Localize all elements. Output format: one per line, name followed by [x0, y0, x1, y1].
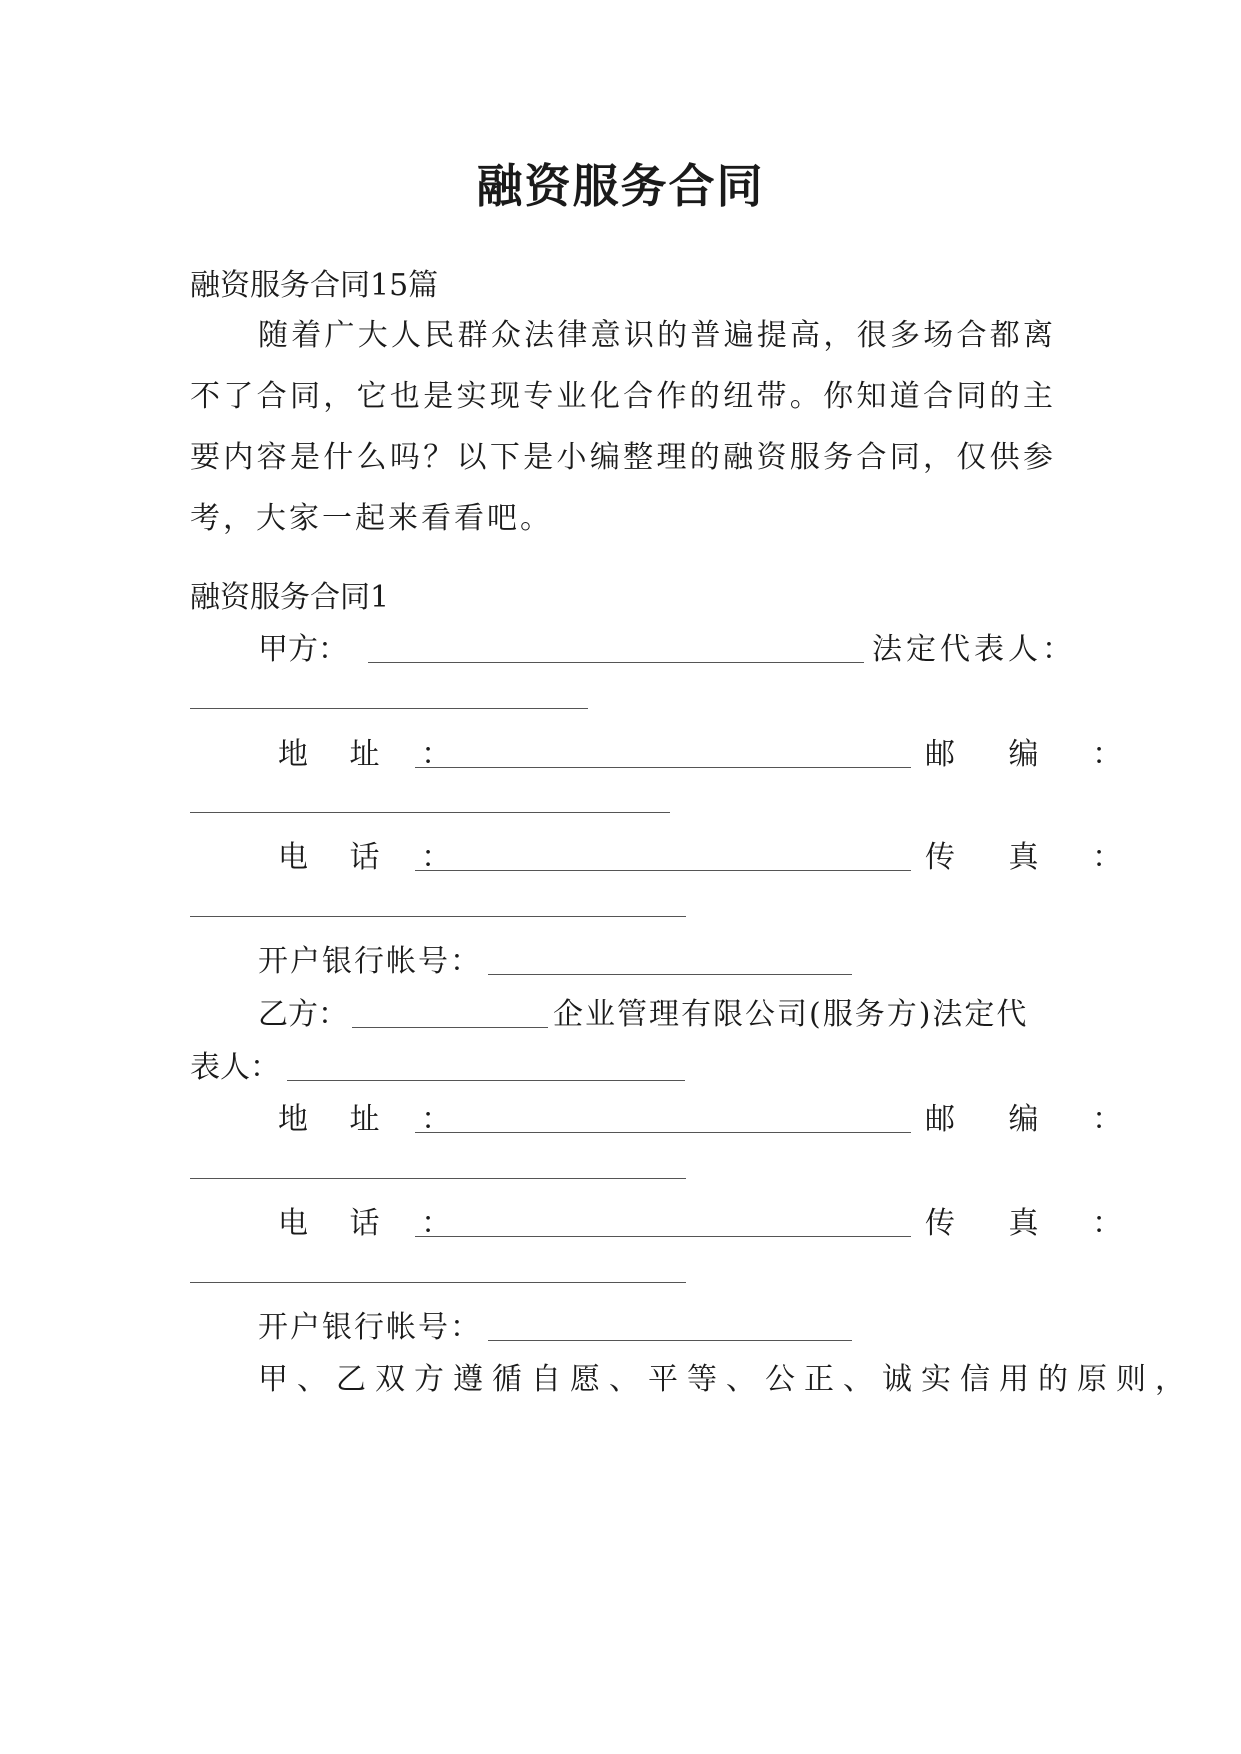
party-a-bank-field[interactable] — [488, 946, 852, 975]
party-a-address-row — [190, 735, 1145, 775]
party-a-rep-field[interactable] — [190, 708, 588, 709]
party-b-name-field[interactable] — [352, 999, 548, 1028]
party-b-phone-label: 电 话 ： — [278, 1206, 468, 1241]
party-b-fax-field[interactable] — [190, 1282, 686, 1283]
party-b-bank-label: 开户银行帐号： — [258, 1310, 482, 1345]
party-b-rep-label: 表人： — [190, 1050, 280, 1085]
party-b-phone-row — [190, 1204, 1145, 1244]
party-a-postcode-label: 邮 编 ： — [925, 737, 1145, 772]
party-b-address-row — [190, 1100, 1145, 1140]
party-b-company-text: 企业管理有限公司(服务方)法定代 — [553, 997, 1029, 1032]
party-b-phone-field[interactable] — [415, 1208, 911, 1237]
closing-line — [190, 1360, 1194, 1400]
party-a-bank-row — [190, 942, 1056, 982]
document-heading: 融资服务合同15篇 — [190, 268, 439, 303]
party-b-bank-row — [190, 1308, 1056, 1348]
party-b-fax-label: 传 真 ： — [925, 1206, 1145, 1241]
party-a-name-field[interactable] — [368, 634, 864, 663]
party-a-postcode-field[interactable] — [190, 812, 670, 813]
party-a-phone-row — [190, 838, 1145, 878]
party-a-row — [190, 630, 1076, 670]
party-a-phone-field[interactable] — [415, 842, 911, 871]
party-b-rep-row — [190, 1048, 1056, 1088]
party-a-fax-field[interactable] — [190, 916, 686, 917]
party-a-phone-label: 电 话 ： — [278, 840, 468, 875]
intro-paragraph: 随着广大人民群众法律意识的普遍提高，很多场合都离不了合同，它也是实现专业化合作的纽带。你知道合同的主要内容是什么吗？以下是小编整理的融资服务合同，仅供参考，大家一起来看看吧。 — [190, 318, 1056, 536]
party-a-address-field[interactable] — [415, 739, 911, 768]
party-b-postcode-label: 邮 编 ： — [925, 1102, 1145, 1137]
party-b-row — [190, 995, 1056, 1035]
party-b-address-field[interactable] — [415, 1104, 911, 1133]
party-b-postcode-field[interactable] — [190, 1178, 686, 1179]
closing-text: 甲、乙双方遵循自愿、平等、公正、诚实信用的原则， — [258, 1362, 1194, 1397]
party-b-label: 乙方： — [258, 997, 348, 1032]
party-b-rep-field[interactable] — [287, 1052, 685, 1081]
party-a-bank-label: 开户银行帐号： — [258, 944, 482, 979]
party-a-fax-label: 传 真 ： — [925, 840, 1145, 875]
party-b-address-label: 地 址 ： — [278, 1102, 468, 1137]
party-b-bank-field[interactable] — [488, 1312, 852, 1341]
party-a-address-label: 地 址 ： — [278, 737, 468, 772]
document-title: 融资服务合同 — [476, 159, 765, 213]
party-a-label: 甲方： — [258, 632, 348, 667]
party-a-rep-label: 法定代表人： — [872, 632, 1076, 667]
section-title: 融资服务合同1 — [190, 580, 390, 615]
